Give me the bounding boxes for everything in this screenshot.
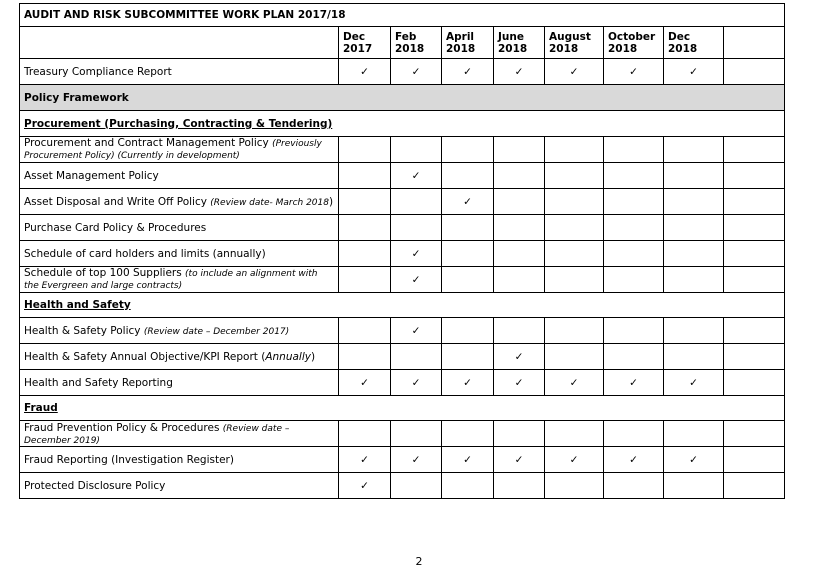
check-icon: ✓ <box>629 65 638 78</box>
check-cell <box>391 241 442 267</box>
empty-cell <box>664 189 724 215</box>
check-icon: ✓ <box>360 479 369 492</box>
check-cell <box>664 59 724 85</box>
empty-cell <box>664 421 724 447</box>
row-note: (Previously Procurement Policy) (Currently in development) <box>24 138 322 161</box>
section-row <box>20 396 785 421</box>
empty-cell <box>545 421 604 447</box>
empty-cell <box>442 344 494 370</box>
row-label-suffix: ) <box>328 195 334 208</box>
table-row <box>20 421 785 447</box>
table-row <box>20 189 785 215</box>
section-row <box>20 85 785 111</box>
empty-cell <box>664 215 724 241</box>
empty-cell <box>339 241 391 267</box>
empty-cell <box>494 318 545 344</box>
row-label-text: Health and Safety Reporting <box>24 376 173 389</box>
row-label-text: Fraud Reporting (Investigation Register) <box>24 453 234 466</box>
empty-cell <box>724 215 785 241</box>
row-label <box>20 215 339 241</box>
row-label-text: Health & Safety Annual Objective/KPI Report ( <box>24 350 266 363</box>
check-cell <box>391 59 442 85</box>
row-label-text: Asset Management Policy <box>24 169 159 182</box>
row-label <box>20 189 339 215</box>
empty-cell <box>442 215 494 241</box>
row-note: Annually <box>265 350 311 363</box>
check-icon: ✓ <box>514 376 524 389</box>
check-icon: ✓ <box>569 65 579 78</box>
page-number: 2 <box>415 555 423 568</box>
check-cell <box>494 59 545 85</box>
empty-cell <box>494 215 545 241</box>
row-note: (Review date – December 2019) <box>24 423 290 446</box>
month-header: Dec 2018 <box>664 27 724 59</box>
row-label <box>20 473 339 499</box>
table-row <box>20 344 785 370</box>
table-row <box>20 163 785 189</box>
empty-cell <box>724 370 785 396</box>
empty-cell <box>339 137 391 163</box>
table-row <box>20 447 785 473</box>
empty-cell <box>545 189 604 215</box>
empty-cell <box>339 267 391 293</box>
empty-cell <box>604 318 664 344</box>
empty-cell <box>545 241 604 267</box>
check-icon: ✓ <box>569 376 579 389</box>
check-cell <box>545 370 604 396</box>
check-cell <box>442 189 494 215</box>
empty-cell <box>545 473 604 499</box>
section-row <box>20 293 785 318</box>
check-cell <box>391 163 442 189</box>
empty-cell <box>724 473 785 499</box>
check-cell <box>604 370 664 396</box>
empty-cell <box>339 189 391 215</box>
check-icon: ✓ <box>689 65 698 78</box>
empty-cell <box>724 189 785 215</box>
empty-cell <box>442 318 494 344</box>
empty-cell <box>604 137 664 163</box>
empty-cell <box>604 215 664 241</box>
row-label <box>20 241 339 267</box>
check-icon: ✓ <box>360 65 369 78</box>
check-cell <box>391 267 442 293</box>
row-label-text: Asset Disposal and Write Off Policy <box>24 195 211 208</box>
check-cell <box>339 447 391 473</box>
month-header: Feb 2018 <box>391 27 442 59</box>
empty-cell <box>391 215 442 241</box>
empty-cell <box>664 163 724 189</box>
empty-cell <box>442 163 494 189</box>
check-icon: ✓ <box>411 376 421 389</box>
section-heading-fraud: Fraud <box>20 396 785 421</box>
check-icon: ✓ <box>689 376 698 389</box>
row-note: (Review date- March 2018 <box>210 197 329 208</box>
empty-cell <box>494 189 545 215</box>
check-icon: ✓ <box>360 376 369 389</box>
empty-cell <box>724 241 785 267</box>
empty-cell <box>494 137 545 163</box>
check-icon: ✓ <box>463 65 472 78</box>
check-cell <box>339 370 391 396</box>
check-icon: ✓ <box>411 169 421 182</box>
empty-cell <box>604 344 664 370</box>
check-icon: ✓ <box>629 376 638 389</box>
empty-cell <box>545 137 604 163</box>
empty-cell <box>724 59 785 85</box>
empty-cell <box>604 189 664 215</box>
work-plan-table <box>19 3 785 499</box>
check-cell <box>494 344 545 370</box>
empty-cell <box>664 473 724 499</box>
check-icon: ✓ <box>689 453 698 466</box>
empty-cell <box>339 344 391 370</box>
check-cell <box>545 447 604 473</box>
empty-cell <box>664 137 724 163</box>
empty-cell <box>442 267 494 293</box>
check-icon: ✓ <box>629 453 638 466</box>
check-cell <box>664 447 724 473</box>
empty-cell <box>339 163 391 189</box>
check-icon: ✓ <box>411 324 421 337</box>
table-row <box>20 473 785 499</box>
check-icon: ✓ <box>411 273 421 286</box>
empty-cell <box>391 421 442 447</box>
row-label <box>20 318 339 344</box>
table-row <box>20 370 785 396</box>
empty-cell <box>604 421 664 447</box>
check-cell <box>442 59 494 85</box>
table-row <box>20 137 785 163</box>
empty-cell <box>494 241 545 267</box>
table-row <box>20 215 785 241</box>
check-cell <box>545 59 604 85</box>
row-label <box>20 370 339 396</box>
row-label <box>20 421 339 447</box>
page-title: AUDIT AND RISK SUBCOMMITTEE WORK PLAN 2017/18 <box>20 4 785 27</box>
check-icon: ✓ <box>514 453 524 466</box>
month-header: Dec 2017 <box>339 27 391 59</box>
empty-cell <box>339 215 391 241</box>
empty-cell <box>545 267 604 293</box>
empty-cell <box>724 163 785 189</box>
empty-cell <box>545 318 604 344</box>
section-heading-health-safety: Health and Safety <box>20 293 785 318</box>
empty-cell <box>545 163 604 189</box>
empty-cell <box>494 163 545 189</box>
table-row <box>20 59 785 85</box>
row-label-text: Schedule of top 100 Suppliers <box>24 266 186 279</box>
section-heading-procurement: Procurement (Purchasing, Contracting & Tendering) <box>20 111 785 137</box>
row-note: (Review date – December 2017) <box>143 326 290 337</box>
empty-cell <box>664 267 724 293</box>
table-row <box>20 241 785 267</box>
check-cell <box>494 370 545 396</box>
empty-cell <box>442 473 494 499</box>
empty-cell <box>604 267 664 293</box>
blank-column-header <box>724 27 785 59</box>
check-icon: ✓ <box>463 453 472 466</box>
empty-cell <box>664 318 724 344</box>
check-cell <box>339 473 391 499</box>
empty-cell <box>391 344 442 370</box>
empty-cell <box>442 241 494 267</box>
section-row <box>20 111 785 137</box>
empty-cell <box>545 344 604 370</box>
table-row <box>20 267 785 293</box>
empty-cell <box>664 344 724 370</box>
table-row <box>20 318 785 344</box>
check-icon: ✓ <box>463 376 472 389</box>
check-cell <box>391 447 442 473</box>
check-cell <box>604 447 664 473</box>
row-label-text: Health & Safety Policy <box>24 324 144 337</box>
check-icon: ✓ <box>569 453 579 466</box>
row-label-text: Fraud Prevention Policy & Procedures <box>24 421 223 434</box>
empty-cell <box>391 473 442 499</box>
month-header: October 2018 <box>604 27 664 59</box>
row-note: (to include an alignment with the Evergreen and large contracts) <box>24 268 318 291</box>
check-cell <box>664 370 724 396</box>
empty-cell <box>724 318 785 344</box>
empty-cell <box>391 189 442 215</box>
check-icon: ✓ <box>463 195 472 208</box>
empty-cell <box>391 137 442 163</box>
row-label: Treasury Compliance Report <box>20 59 339 85</box>
empty-cell <box>545 215 604 241</box>
empty-cell <box>494 421 545 447</box>
empty-cell <box>442 137 494 163</box>
empty-cell <box>724 267 785 293</box>
check-icon: ✓ <box>411 247 421 260</box>
row-label-text: Purchase Card Policy & Procedures <box>24 221 207 234</box>
month-header: June 2018 <box>494 27 545 59</box>
row-label-text: Schedule of card holders and limits (annually) <box>24 247 266 260</box>
label-column-header <box>20 27 339 59</box>
row-label <box>20 447 339 473</box>
check-cell <box>442 370 494 396</box>
empty-cell <box>664 241 724 267</box>
check-icon: ✓ <box>514 350 524 363</box>
empty-cell <box>604 473 664 499</box>
empty-cell <box>442 421 494 447</box>
check-cell <box>494 447 545 473</box>
check-cell <box>604 59 664 85</box>
row-label-suffix: ) <box>310 350 316 363</box>
empty-cell <box>604 241 664 267</box>
check-icon: ✓ <box>360 453 369 466</box>
empty-cell <box>494 473 545 499</box>
check-icon: ✓ <box>411 453 421 466</box>
check-icon: ✓ <box>411 65 421 78</box>
row-label <box>20 267 339 293</box>
row-label <box>20 344 339 370</box>
empty-cell <box>724 421 785 447</box>
check-cell <box>442 447 494 473</box>
check-icon: ✓ <box>514 65 524 78</box>
empty-cell <box>339 421 391 447</box>
row-label <box>20 163 339 189</box>
empty-cell <box>724 344 785 370</box>
check-cell <box>339 59 391 85</box>
row-label-text: Protected Disclosure Policy <box>24 479 166 492</box>
check-cell <box>391 318 442 344</box>
month-header: August 2018 <box>545 27 604 59</box>
check-cell <box>391 370 442 396</box>
empty-cell <box>724 137 785 163</box>
empty-cell <box>604 163 664 189</box>
row-label <box>20 137 339 163</box>
month-header-row <box>20 27 785 59</box>
month-header: April 2018 <box>442 27 494 59</box>
empty-cell <box>494 267 545 293</box>
empty-cell <box>339 318 391 344</box>
empty-cell <box>724 447 785 473</box>
row-label-text: Procurement and Contract Management Policy <box>24 136 273 149</box>
section-heading-policy-framework: Policy Framework <box>20 85 785 111</box>
title-row <box>20 4 785 27</box>
